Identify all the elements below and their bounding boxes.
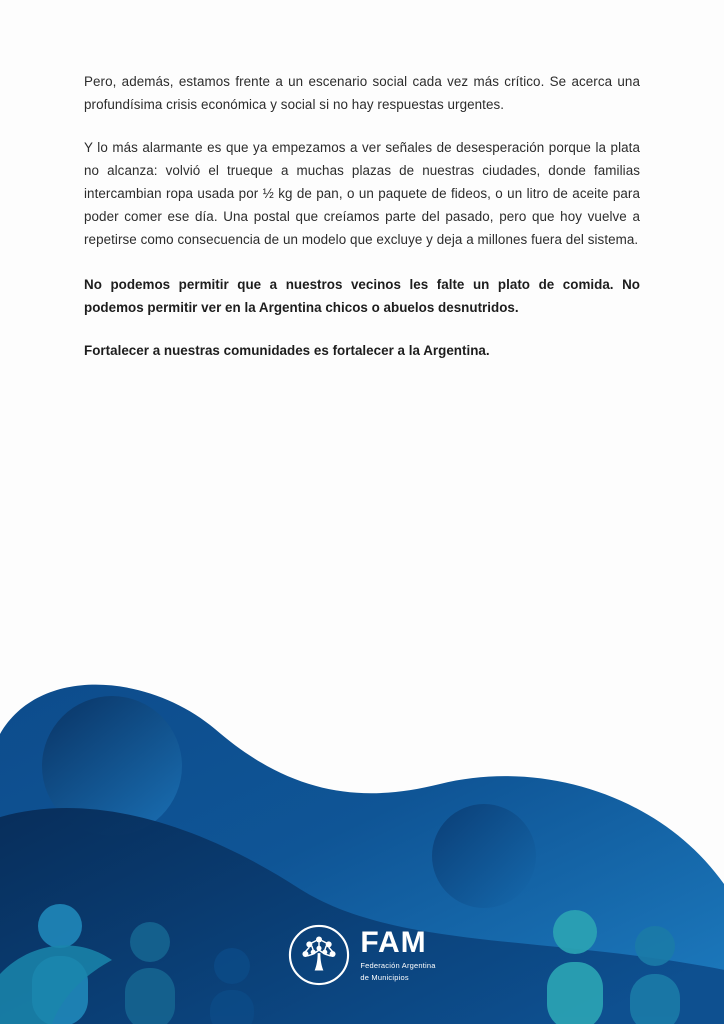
logo-subtitle-line1: Federación Argentina: [360, 961, 436, 970]
footer-decorative-graphic: [0, 674, 724, 1024]
paragraph-3: No podemos permitir que a nuestros vecinos les falte un plato de comida. No podemos permitir ver en la Argentina chicos o abuelos desnutridos.: [84, 277, 640, 315]
document-body: [84, 70, 640, 362]
logo-subtitle-line2: de Municipios: [360, 973, 409, 982]
paragraph-1: Pero, además, estamos frente a un escenario social cada vez más crítico. Se acerca una profundísima crisis económica y social si no hay respuestas urgentes.: [84, 74, 640, 112]
paragraph-4: Fortalecer a nuestras comunidades es fortalecer a la Argentina.: [84, 343, 490, 358]
paragraph-2: Y lo más alarmante es que ya empezamos a ver señales de desesperación porque la plata no alcanza: volvió el trueque a muchas plazas de nuestras ciudades, donde familias intercambian ropa usada por ½ kg de pan, o un paquete de fideos, o un litro de aceite para poder comer ese día. Una postal que creíamos parte del pasado, pero que hoy vuelve a repetirse como consecuencia de un modelo que excluye y deja a millones fuera del sistema.: [84, 140, 640, 247]
logo-title: FAM: [360, 926, 427, 959]
